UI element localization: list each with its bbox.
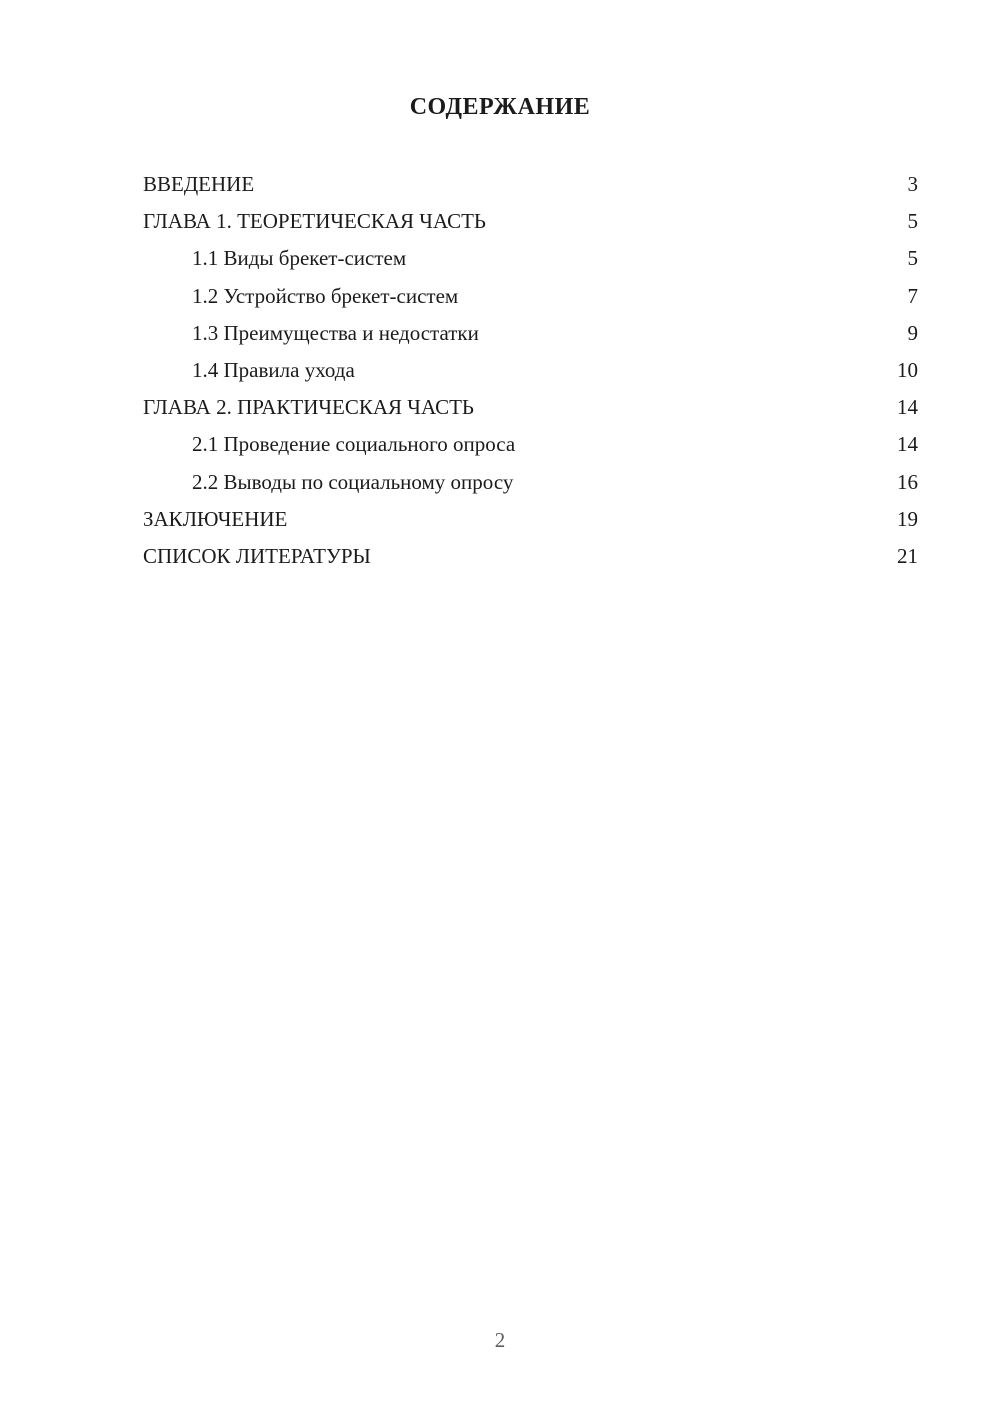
toc-entry bbox=[143, 166, 918, 203]
toc-entry-page-number: 3 bbox=[907, 172, 918, 196]
toc-entry-label: 1.1 Виды брекет-систем bbox=[192, 246, 407, 271]
toc-entry-page-number: 9 bbox=[907, 320, 918, 345]
toc-entry-label: СПИСОК ЛИТЕРАТУРЫ bbox=[143, 543, 371, 568]
toc-entry-page-number: 7 bbox=[907, 283, 918, 308]
toc-entry bbox=[143, 538, 918, 575]
toc-entry bbox=[143, 501, 918, 538]
toc-entry-label: 2.1 Проведение социального опроса bbox=[192, 432, 516, 457]
toc-entry bbox=[143, 315, 918, 352]
toc-entry-label: ВВЕДЕНИЕ bbox=[143, 172, 255, 196]
toc-entry-page-number: 5 bbox=[907, 246, 918, 271]
toc-entry bbox=[143, 240, 918, 277]
toc-entry-page-number: 19 bbox=[897, 506, 918, 531]
toc-entry-label: ГЛАВА 2. ПРАКТИЧЕСКАЯ ЧАСТЬ bbox=[143, 395, 474, 420]
toc-entry bbox=[143, 278, 918, 315]
toc-entry-label: ГЛАВА 1. ТЕОРЕТИЧЕСКАЯ ЧАСТЬ bbox=[143, 209, 486, 234]
toc-entry-label: 2.2 Выводы по социальному опросу bbox=[192, 469, 514, 494]
toc-entry-page-number: 14 bbox=[897, 395, 918, 420]
toc-entry-label: 1.4 Правила ухода bbox=[192, 357, 355, 382]
toc-entry-label: 1.3 Преимущества и недостатки bbox=[192, 320, 479, 345]
toc-entry-page-number: 21 bbox=[897, 543, 918, 568]
toc-entry bbox=[143, 203, 918, 240]
toc-entry bbox=[143, 426, 918, 463]
page-title: СОДЕРЖАНИЕ bbox=[409, 94, 591, 120]
toc-entry-page-number: 10 bbox=[897, 357, 918, 382]
toc-entry-page-number: 14 bbox=[897, 432, 918, 457]
footer-page-number: 2 bbox=[494, 1328, 506, 1352]
toc-entry bbox=[143, 352, 918, 389]
toc-entry-page-number: 5 bbox=[907, 209, 918, 234]
toc-entry-label: ЗАКЛЮЧЕНИЕ bbox=[143, 506, 288, 531]
toc-entry-label: 1.2 Устройство брекет-систем bbox=[192, 283, 459, 308]
table-of-contents bbox=[143, 166, 918, 575]
toc-entry bbox=[143, 389, 918, 426]
toc-entry-page-number: 16 bbox=[897, 469, 918, 494]
toc-entry bbox=[143, 464, 918, 501]
